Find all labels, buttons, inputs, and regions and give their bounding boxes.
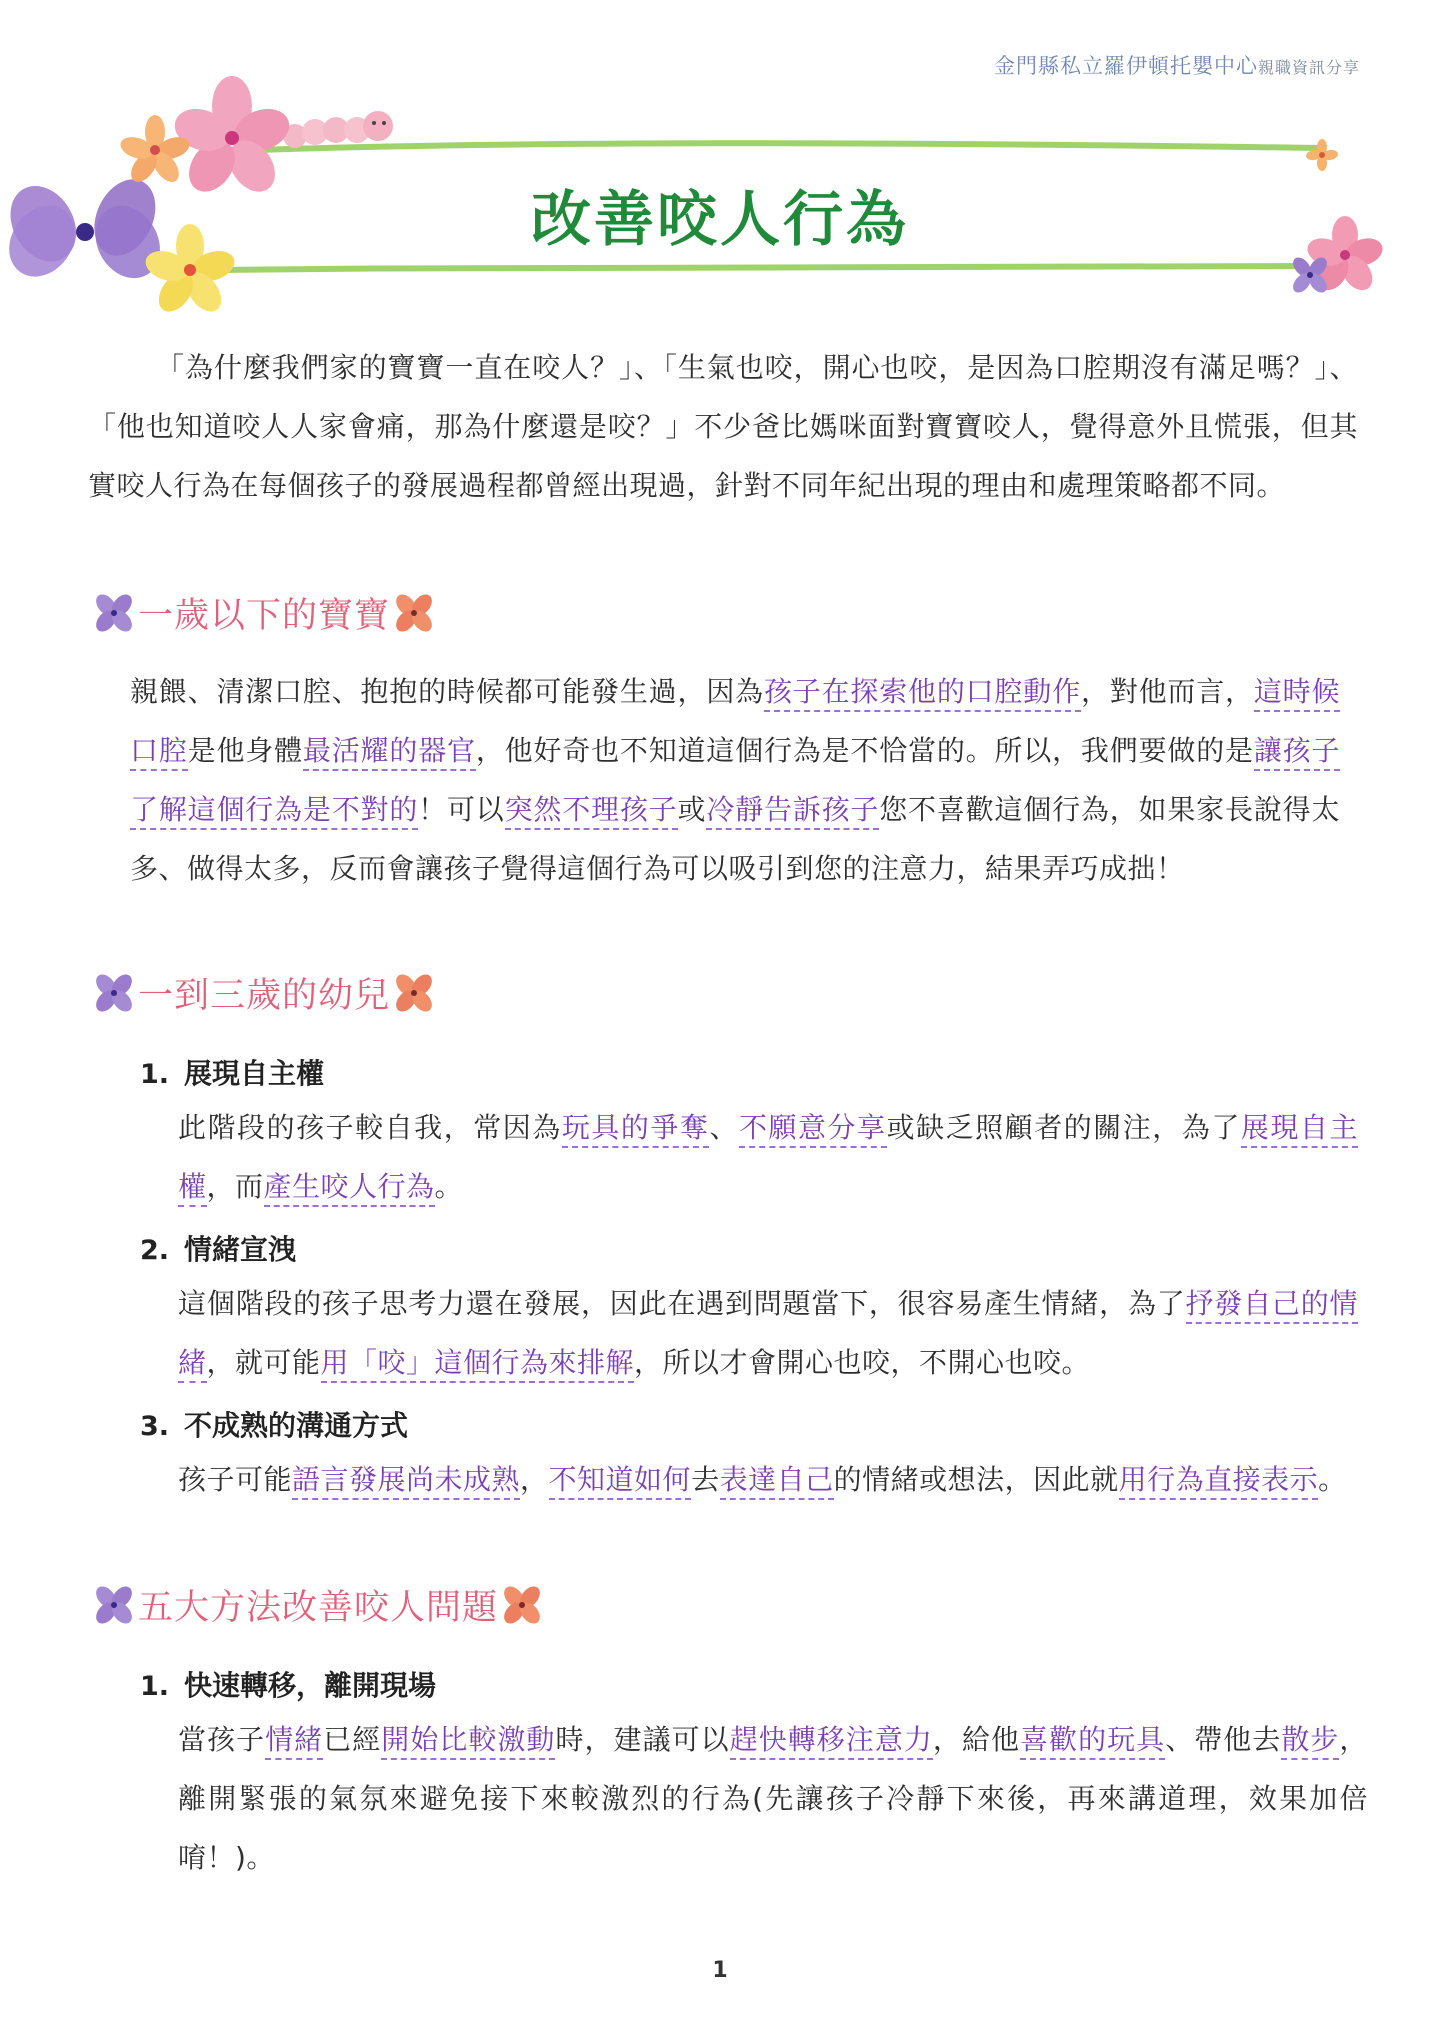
text-run: 去 [691,1463,720,1496]
list-number: 1. [140,1671,170,1702]
vine-top [205,143,1320,152]
purple-clover-icon [92,971,136,1015]
list-title: 不成熟的溝通方式 [184,1409,409,1442]
highlight: 語言發展尚未成熟 [292,1463,520,1500]
text-run: 或缺乏照顧者的關注，為了 [886,1111,1241,1144]
text-run: ，他好奇也不知道這個行為是不恰當的。所以，我們要做的是 [475,734,1254,767]
orange-clover-icon [392,591,436,635]
intro-paragraph: 「為什麼我們家的寶寶一直在咬人？」、「生氣也咬，開心也咬，是因為口腔期沒有滿足嗎？」、「他也知道咬人人家會痛，那為什麼還是咬？」不少爸比媽咪面對寶寶咬人，覺得意外且慌張，但其實咬人行為在每個孩子的發展過程都曾經出現過，針對不同年紀出現的理由和處理策略都不同。 [88,351,1358,502]
section-3-heading-text: 五大方法改善咬人問題 [138,1588,499,1628]
highlight: 抒發自己的情緒 [178,1287,1358,1383]
section-heading-one-to-three [92,968,436,1018]
section-1-paragraph [130,662,1340,898]
highlight: 孩子在探索他的口腔動作 [764,675,1081,712]
text-run: 此階段的孩子較自我，常因為 [178,1111,562,1144]
list-item-paragraph [178,1710,1368,1887]
text-run: 或 [677,793,707,826]
section-2-heading-text: 一到三歲的幼兒 [138,976,391,1016]
list-item-paragraph [178,1274,1358,1392]
list-item-title [140,1664,436,1704]
header-org-suffix: 親職資訊分享 [1257,58,1360,77]
highlight: 散步 [1281,1723,1339,1760]
list-item-title [140,1052,324,1092]
highlight: 最活耀的器官 [303,734,476,771]
text-run: 這個階段的孩子思考力還在發展，因此在遇到問題當下，很容易產生情緒，為了 [178,1287,1186,1320]
list-item-title [140,1228,296,1268]
section-1-heading-text: 一歲以下的寶寶 [138,596,391,636]
text-run: ，對他而言， [1080,675,1254,708]
highlight: 這時候口腔 [130,675,1340,771]
highlight: 表達自己 [720,1463,834,1500]
small-orange-flower-icon [1305,139,1338,171]
text-run: ，所以才會開心也咬，不開心也咬。 [634,1346,1091,1379]
page-title: 改善咬人行為 [531,185,909,255]
list-number: 3. [140,1411,170,1442]
section-heading-five-methods [92,1580,544,1630]
text-run: 您不喜歡這個行為，如果家長說得太多、做得太多，反而會讓孩子覺得這個行為可以吸引到您的注意力，結果弄巧成拙！ [130,793,1340,885]
list-title: 情緒宣洩 [184,1233,297,1266]
purple-clover-icon [92,591,136,635]
text-run: 、帶他去 [1165,1723,1282,1756]
highlight: 用行為直接表示 [1119,1463,1319,1500]
highlight: 不知道如何 [549,1463,692,1500]
text-run: ，而 [206,1170,264,1203]
section-heading-under-one [92,588,436,638]
text-run: 是他身體 [187,734,303,767]
highlight: 讓孩子了解這個行為是不對的 [130,734,1340,830]
highlight: 產生咬人行為 [264,1170,435,1207]
highlight: 突然不理孩子 [505,793,678,830]
text-run: 的情緒或想法，因此就 [833,1463,1119,1496]
text-run: 、 [709,1111,739,1144]
list-item-paragraph [178,1098,1358,1216]
list-number: 1. [140,1059,170,1090]
highlight: 玩具的爭奪 [562,1111,710,1148]
list-item-title [140,1404,408,1444]
highlight: 冷靜告訴孩子 [706,793,879,830]
text-run: 親餵、清潔口腔、抱抱的時候都可能發生過，因為 [130,675,764,708]
highlight: 不願意分享 [739,1111,887,1148]
text-run: 已經 [323,1723,382,1756]
vine-bottom [215,266,1305,270]
text-run: 。 [434,1170,464,1203]
list-title: 展現自主權 [184,1057,325,1090]
orange-clover-icon [392,971,436,1015]
list-title: 快速轉移，離開現場 [184,1669,437,1702]
list-item-paragraph [178,1450,1358,1509]
highlight: 情緒 [265,1723,323,1760]
highlight: 喜歡的玩具 [1020,1723,1165,1760]
text-run: ！可以 [418,793,505,826]
header-org-name: 金門縣私立羅伊頓托嬰中心 [993,54,1258,78]
purple-clover-icon [92,1583,136,1627]
text-run: 時，建議可以 [555,1723,730,1756]
text-run: ，給他 [932,1723,1021,1756]
text-run: ， [520,1463,549,1496]
list-number: 2. [140,1235,170,1266]
text-run: 當孩子 [178,1723,266,1756]
page-number: 1 [712,1958,728,1983]
highlight: 開始比較激動 [381,1723,555,1760]
text-run: 。 [1318,1463,1347,1496]
highlight: 用「咬」這個行為來排解 [321,1346,635,1383]
orange-clover-icon [500,1583,544,1627]
caterpillar-icon [283,111,393,148]
text-run: 孩子可能 [178,1463,293,1496]
text-run: ，就可能 [206,1346,321,1379]
highlight: 展現自主權 [178,1111,1358,1207]
text-run: ，離開緊張的氣氛來避免接下來較激烈的行為(先讓孩子冷靜下來後，再來講道理，效果加倍唷！)。 [178,1723,1368,1874]
highlight: 趕快轉移注意力 [730,1723,933,1760]
